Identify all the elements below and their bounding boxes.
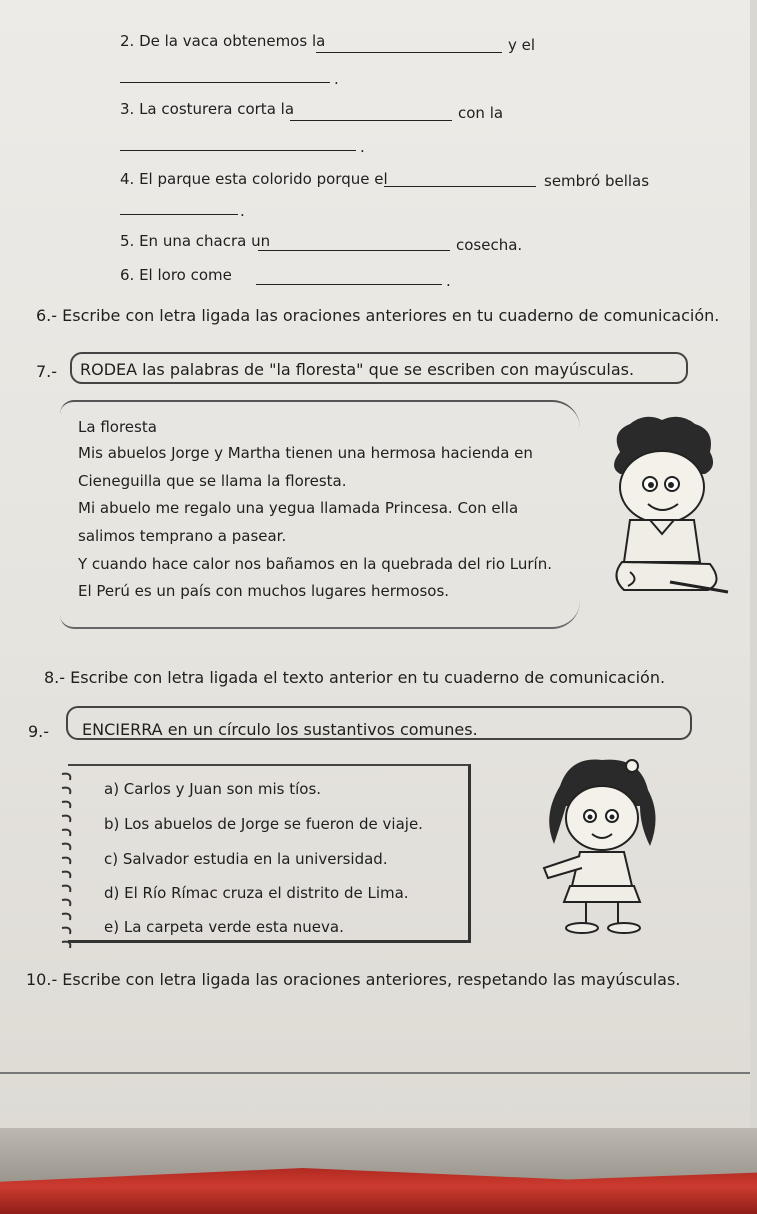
q3-blank-1[interactable] [290, 120, 452, 121]
q3-text: 3. La costurera corta la [120, 100, 295, 118]
q3-middle: con la [458, 104, 504, 122]
instruction-9-number: 9.- [28, 722, 50, 741]
q5-text: 5. En una chacra un [120, 232, 271, 250]
q6-end: . [446, 272, 451, 290]
q3-blank-2[interactable] [120, 150, 356, 151]
girl-illustration [540, 756, 664, 936]
q2-middle: y el [508, 36, 536, 54]
q2-blank-2[interactable] [120, 82, 330, 83]
instruction-6: 6.- Escribe con letra ligada las oraciones anteriores en tu cuaderno de comunicación. [36, 306, 720, 325]
story-line-5: Y cuando hace calor nos bañamos en la quebrada del rio Lurín. [78, 555, 552, 573]
q4-blank-1[interactable] [384, 186, 536, 187]
q4-middle: sembró bellas [544, 172, 650, 190]
q5-blank-1[interactable] [258, 250, 450, 251]
instruction-9-text: ENCIERRA en un círculo los sustantivos comunes. [82, 720, 478, 739]
q2-blank-1[interactable] [316, 52, 502, 53]
q2-text: 2. De la vaca obtenemos la [120, 32, 326, 50]
spiral-binding [60, 770, 76, 950]
story-title: La floresta [78, 418, 157, 436]
page-fold-line [0, 1072, 750, 1074]
sentence-d: d) El Río Rímac cruza el distrito de Lima. [104, 884, 409, 902]
q6-text: 6. El loro come [120, 266, 232, 284]
story-line-4: salimos temprano a pasear. [78, 527, 287, 545]
q4-text: 4. El parque esta colorido porque el [120, 170, 388, 188]
q4-blank-2[interactable] [120, 214, 238, 215]
sentence-a: a) Carlos y Juan son mis tíos. [104, 780, 322, 798]
story-line-3: Mi abuelo me regalo una yegua llamada Princesa. Con ella [78, 499, 519, 517]
q6-blank-1[interactable] [256, 284, 442, 285]
sentence-b: b) Los abuelos de Jorge se fueron de viaje. [104, 815, 423, 833]
instruction-7-text: RODEA las palabras de "la floresta" que se escriben con mayúsculas. [80, 360, 635, 379]
instruction-7-number: 7.- [36, 362, 58, 381]
story-line-1: Mis abuelos Jorge y Martha tienen una hermosa hacienda en [78, 444, 533, 462]
q5-middle: cosecha. [456, 236, 523, 254]
story-line-6: El Perú es un país con muchos lugares hermosos. [78, 582, 450, 600]
q2-end: . [334, 70, 339, 88]
sentence-e: e) La carpeta verde esta nueva. [104, 918, 344, 936]
q3-end: . [360, 138, 365, 156]
q4-end: . [240, 202, 245, 220]
sentence-c: c) Salvador estudia en la universidad. [104, 850, 388, 868]
boy-illustration [600, 412, 730, 600]
instruction-8: 8.- Escribe con letra ligada el texto anterior en tu cuaderno de comunicación. [44, 668, 666, 687]
story-line-2: Cieneguilla que se llama la floresta. [78, 472, 347, 490]
instruction-10: 10.- Escribe con letra ligada las oraciones anteriores, respetando las mayúsculas. [26, 970, 681, 989]
